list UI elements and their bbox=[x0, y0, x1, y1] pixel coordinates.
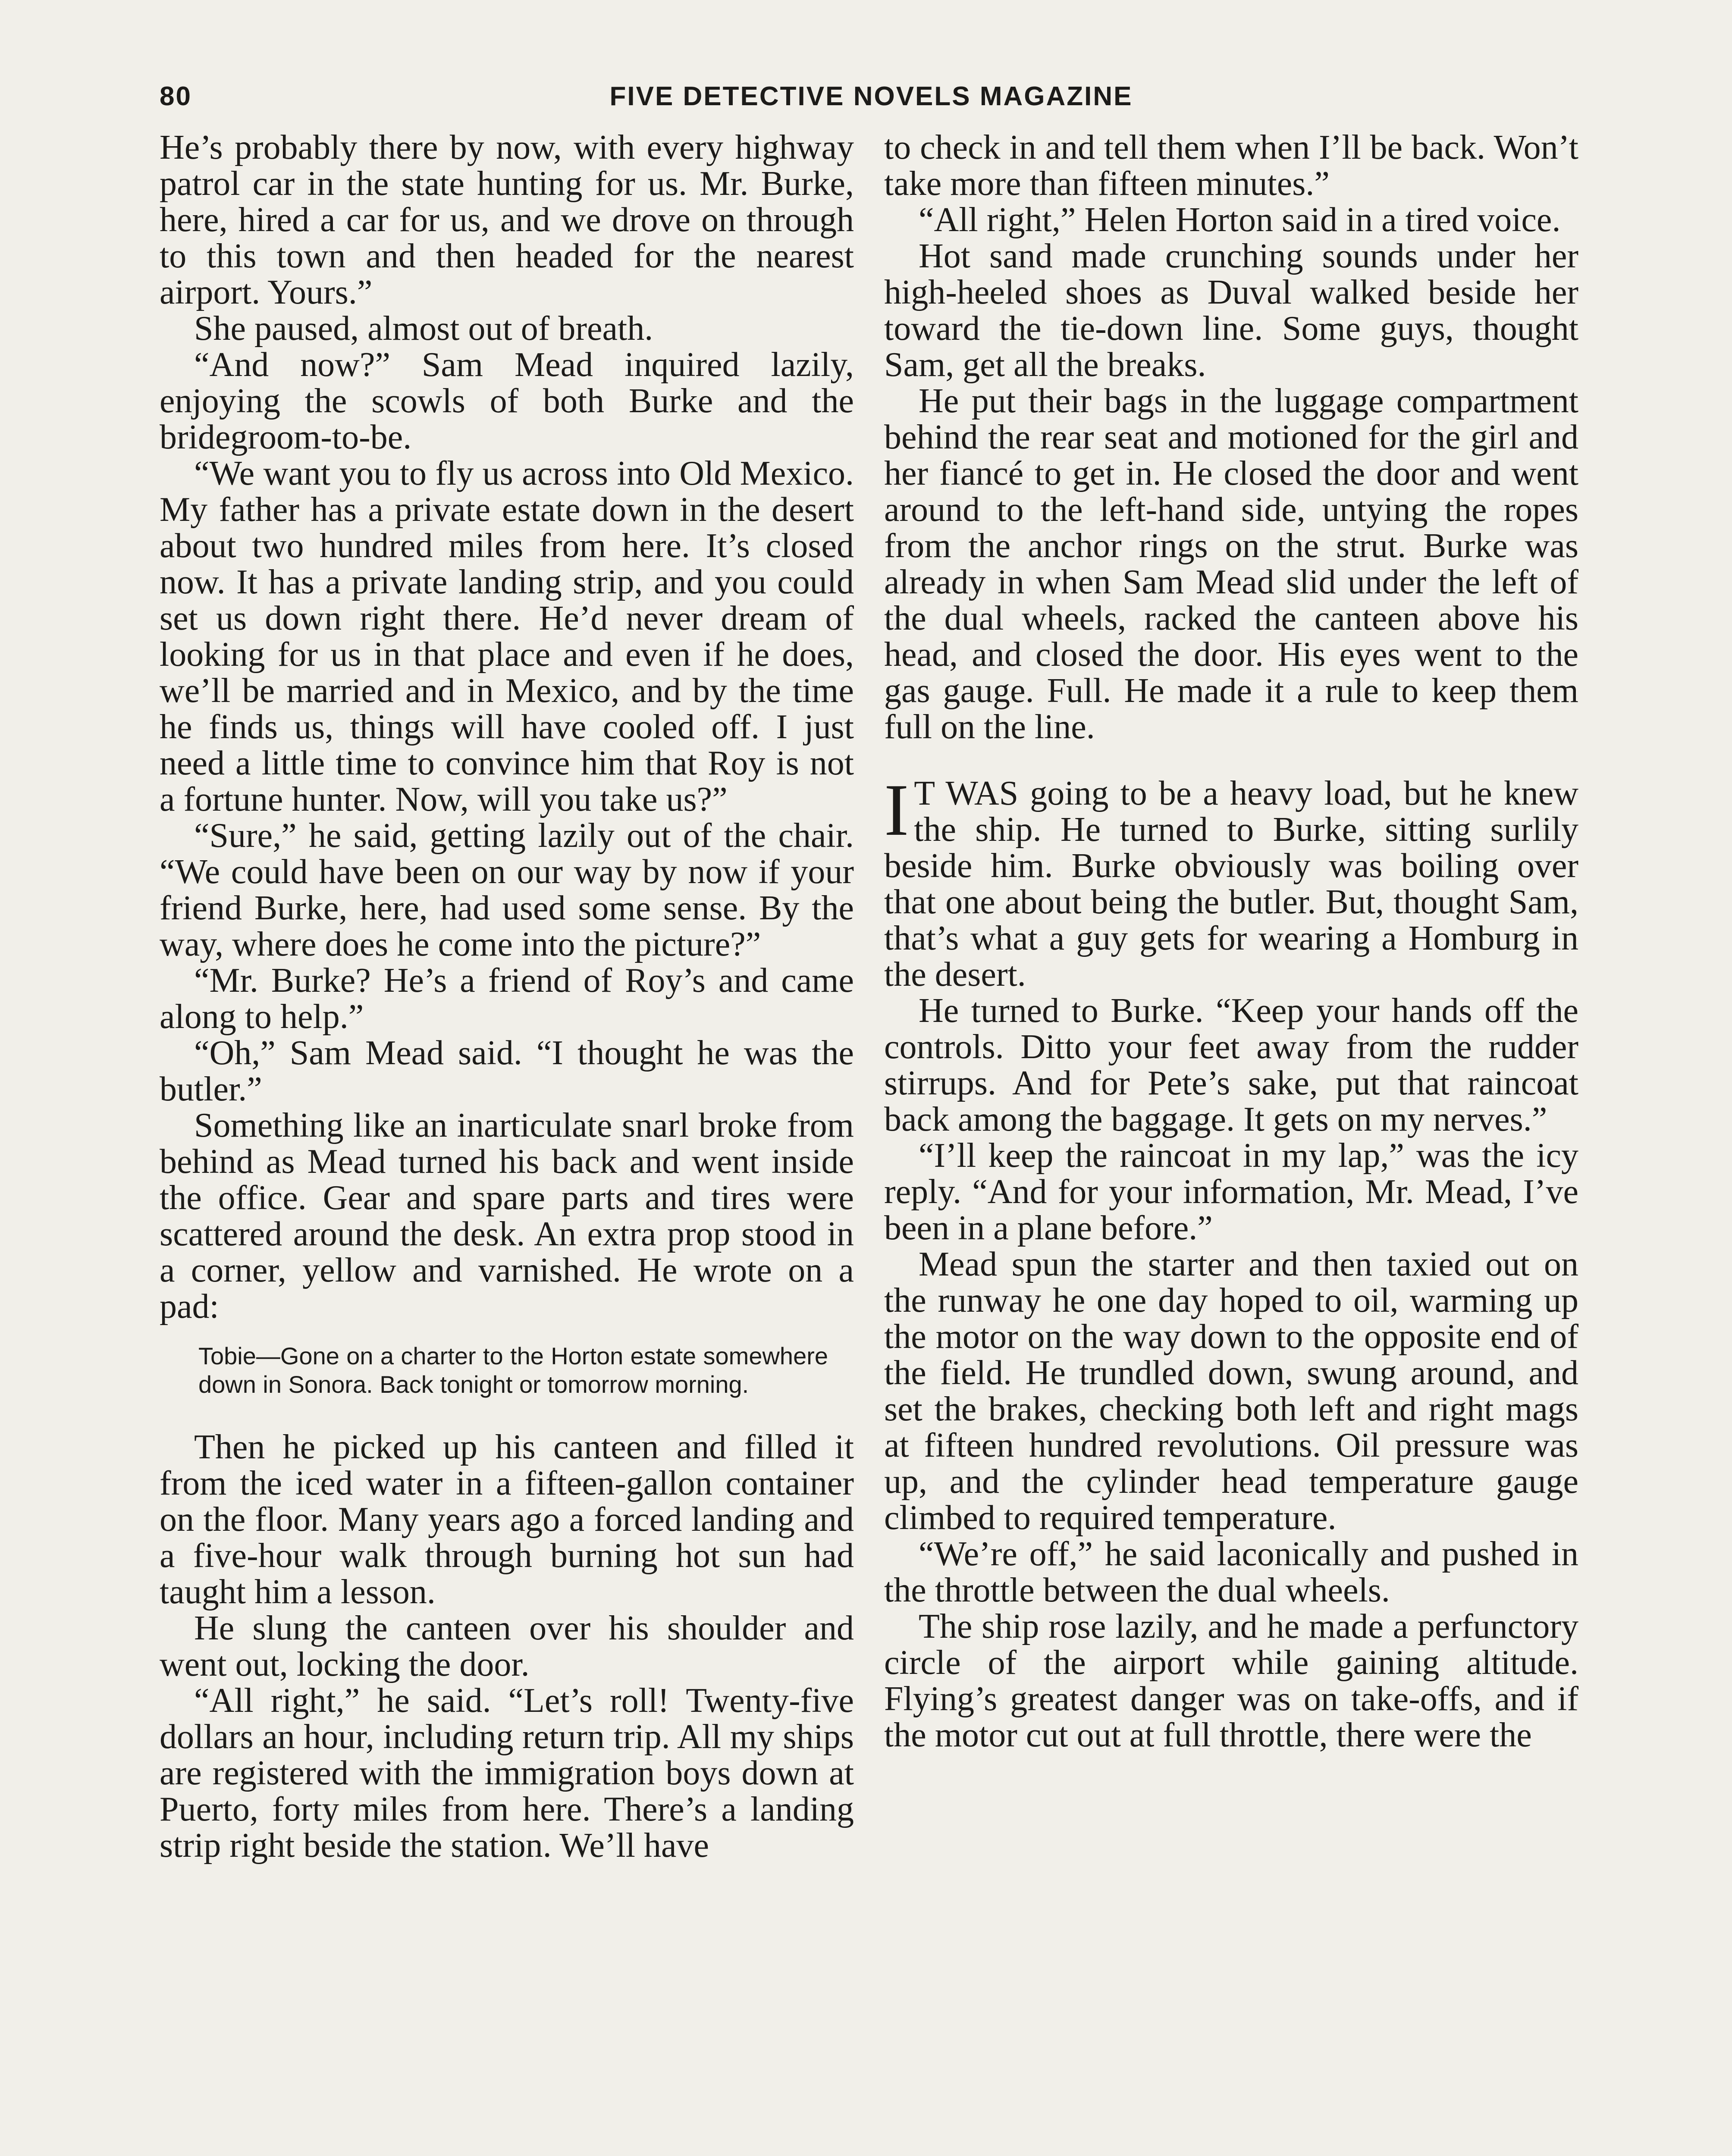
paragraph: Hot sand made crunching sounds under her high-heeled shoes as Duval walked beside her toward the tie-down line. Some guys, thought Sam, get all the breaks. bbox=[884, 237, 1578, 384]
paragraph: “And now?” Sam Mead inquired lazily, enjoying the scowls of both Burke and the bridegroom-to-be. bbox=[160, 346, 854, 456]
paragraph: She paused, almost out of breath. bbox=[194, 310, 653, 348]
paragraph: “We want you to fly us across into Old Mexico. My father has a private estate down in the desert about two hundred miles from here. It’s closed now. It has a private landing strip, and you could set us down right there. He’d never dream of looking for us in that place and even if he does, we’ll be married and in Mexico, and by the time he finds us, things will have cooled off. I just need a little time to convince him that Roy is not a fortune hunter. Now, will you take us?” bbox=[160, 454, 854, 818]
paragraph: “We’re off,” he said laconically and pushed in the throttle between the dual wheels. bbox=[884, 1535, 1578, 1609]
page-header bbox=[160, 81, 1583, 128]
paragraph: “Sure,” he said, getting lazily out of the chair. “We could have been on our way by now if your friend Burke, here, had used some sense. By the way, where does he come into the picture?” bbox=[160, 817, 854, 963]
paragraph: “All right,” he said. “Let’s roll! Twenty-five dollars an hour, including return trip. All my ships are registered with the immigration boys down at Puerto, forty miles from here. There’s a landing strip right beside the station. We’ll have bbox=[160, 1682, 854, 1865]
handwritten-note: Tobie—Gone on a charter to the Horton estate somewhere down in Sonora. Back tonight or tomorrow morning. bbox=[198, 1342, 828, 1398]
paragraph: He slung the canteen over his shoulder and went out, locking the door. bbox=[160, 1609, 854, 1683]
right-column bbox=[884, 129, 1578, 2156]
paragraph: He turned to Burke. “Keep your hands off the controls. Ditto your feet away from the rudder stirrups. And for Pete’s sake, put that raincoat back among the baggage. It gets on my nerves.” bbox=[884, 992, 1578, 1138]
paragraph: “Mr. Burke? He’s a friend of Roy’s and came along to help.” bbox=[160, 962, 854, 1036]
paragraph: The ship rose lazily, and he made a perfunctory circle of the airport while gaining altitude. Flying’s greatest danger was on take-offs, and if the motor cut out at full throttle, there were the bbox=[884, 1608, 1578, 1754]
paragraph: to check in and tell them when I’ll be back. Won’t take more than fifteen minutes.” bbox=[884, 129, 1578, 203]
paragraph: Something like an inarticulate snarl broke from behind as Mead turned his back and went inside the office. Gear and spare parts and tires were scattered around the desk. An extra prop stood in a corner, yellow and varnished. He wrote on a pad: bbox=[160, 1106, 854, 1326]
drop-cap: I bbox=[884, 769, 909, 851]
left-column bbox=[160, 129, 854, 2156]
paragraph: “All right,” Helen Horton said in a tired voice. bbox=[919, 201, 1561, 239]
paragraph: He put their bags in the luggage compartment behind the rear seat and motioned for the girl and her fiancé to get in. He closed the door and went around to the left-hand side, untying the ropes from the anchor rings on the strut. Burke was already in when Sam Mead slid under the left of the dual wheels, racked the canteen above his head, and closed the door. His eyes went to the gas gauge. Full. He made it a rule to keep them full on the line. bbox=[884, 382, 1578, 746]
page-number: 80 bbox=[160, 81, 192, 111]
section-start-paragraph bbox=[884, 769, 1578, 993]
paragraph-text: T WAS going to be a heavy load, but he knew the ship. He turned to Burke, sitting surlily beside him. Burke obviously was boiling over that one about being the butler. But, thought Sam, that’s what a guy gets for wearing a Homburg in the desert. bbox=[884, 774, 1578, 993]
paragraph: He’s probably there by now, with every highway patrol car in the state hunting for us. Mr. Burke, here, hired a car for us, and we drove on through to this town and then headed for the nearest airport. Yours.” bbox=[160, 129, 854, 311]
paragraph: Then he picked up his canteen and filled it from the iced water in a fifteen-gallon container on the floor. Many years ago a forced landing and a five-hour walk through burning hot sun had taught him a lesson. bbox=[160, 1428, 854, 1611]
paragraph: “Oh,” Sam Mead said. “I thought he was the butler.” bbox=[160, 1034, 854, 1108]
paragraph: Mead spun the starter and then taxied out on the runway he one day hoped to oil, warming up the motor on the way down to the opposite end of the field. He trundled down, swung around, and set the brakes, checking both left and right mags at fifteen hundred revolutions. Oil pressure was up, and the cylinder head temperature gauge climbed to required temperature. bbox=[884, 1245, 1578, 1537]
magazine-title: FIVE DETECTIVE NOVELS MAGAZINE bbox=[609, 81, 1133, 111]
paragraph: “I’ll keep the raincoat in my lap,” was the icy reply. “And for your information, Mr. Mead, I’ve been in a plane before.” bbox=[884, 1137, 1578, 1247]
